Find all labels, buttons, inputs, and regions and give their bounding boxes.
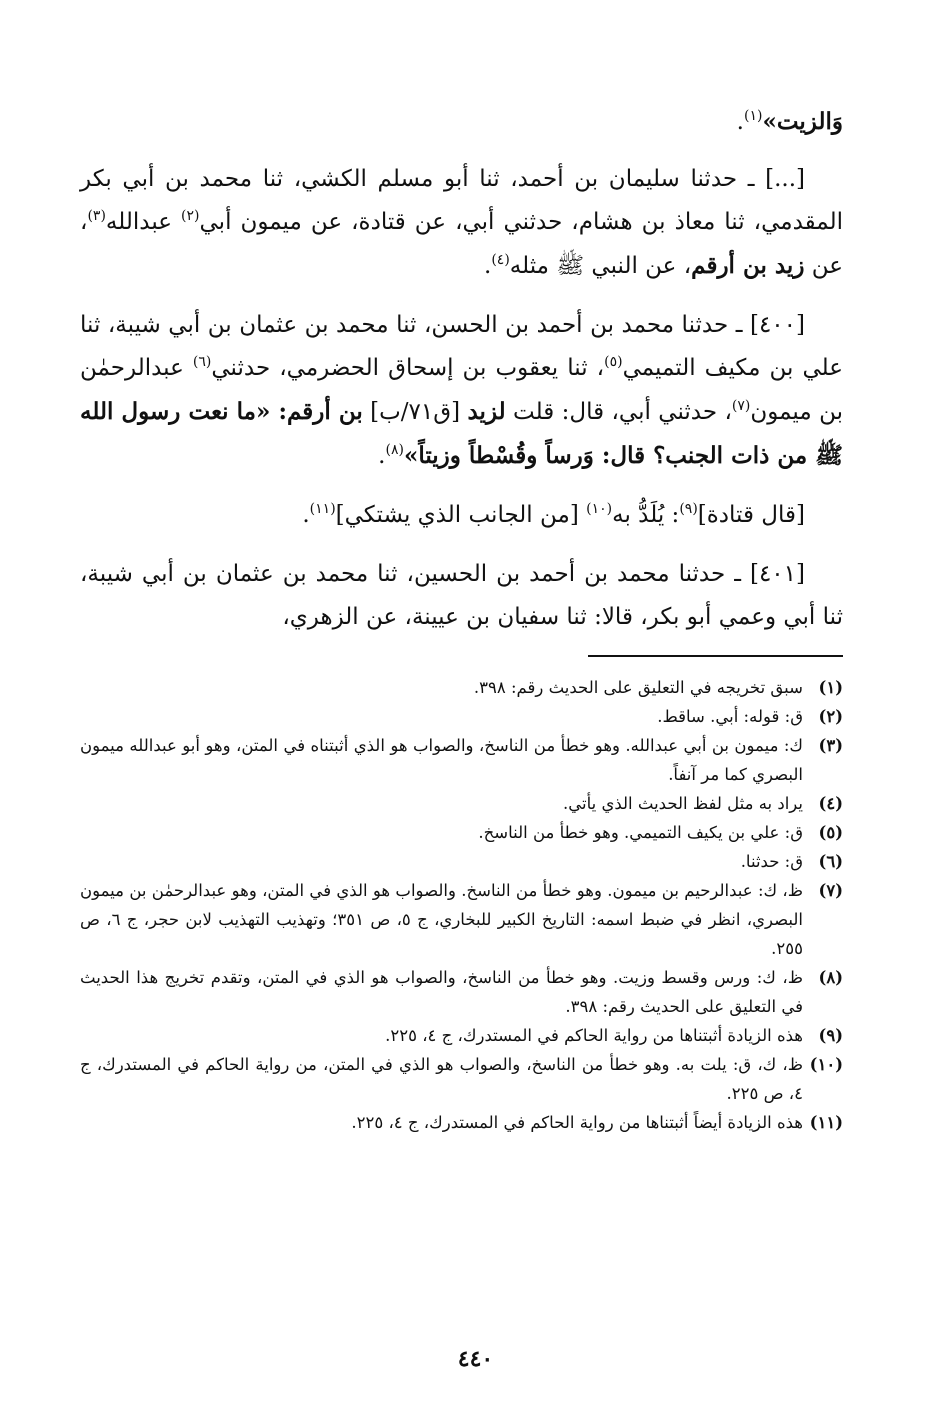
footnote-number: (٥): [818, 823, 843, 842]
footnote-ref: (٨): [385, 442, 404, 458]
page: [80, 100, 843, 1364]
narrator-name: زيد بن أرقم: [691, 252, 805, 279]
punctuation: .: [736, 109, 744, 135]
footnote-text: ظ، ك: عبدالرحيم بن ميمون. وهو خطأ من الناسخ. والصواب هو الذي في المتن، وهو عبدالرحمٰن بن ميمون البصري، انظر في ضبط اسمه: التاريخ الكبير للبخاري، ج ٥، ص ٣٥١؛ وتهذيب التهذيب لابن حجر، ج ٦، ص ٢٥٥.: [80, 881, 803, 958]
footnote-text: يراد به مثل لفظ الحديث الذي يأتي.: [563, 794, 803, 813]
punctuation: .: [302, 502, 310, 528]
footnote-number: (٩): [818, 1026, 843, 1045]
text-run: : يُلَدُّ به: [612, 502, 680, 528]
footnote-number: (٧): [818, 881, 843, 900]
text-run: [...] ـ حدثنا سليمان بن أحمد، ثنا أبو مسلم الكشي، ثنا محمد بن أبي بكر المقدمي، ثنا معاذ بن هشام، حدثني أبي، عن قتادة، عن ميمون أبي: [80, 166, 843, 235]
footnote-ref: (١٠): [586, 501, 613, 517]
hadith-paragraph-a: [80, 158, 843, 288]
footnote-text: ظ، ك: ورس وقسط وزيت. وهو خطأ من الناسخ، والصواب هو الذي في المتن، وتقدم تخريج هذا الحديث في التعليق على الحديث رقم: ٣٩٨.: [80, 968, 803, 1016]
qatada-note: [80, 494, 843, 537]
footnote-number: (٣): [818, 736, 843, 755]
footnote-text: هذه الزيادة أيضاً أثبتناها من رواية الحاكم في المستدرك، ج ٤، ٢٢٥.: [351, 1113, 803, 1132]
footnote-item: [80, 847, 843, 876]
hadith-paragraph-401: [80, 553, 843, 639]
footnote-text: ق: قوله: أبي. ساقط.: [657, 707, 803, 726]
page-number: ٤٤٠: [457, 1346, 494, 1372]
footnotes: [80, 673, 843, 1137]
footnote-divider: [588, 655, 843, 657]
text-run: ، ثنا يعقوب بن إسحاق الحضرمي، حدثني: [211, 355, 605, 381]
footnote-number: (١٠): [809, 1055, 843, 1074]
footnote-number: (٦): [818, 852, 843, 871]
narrator-name: لزيد: [467, 398, 506, 425]
footnote-text: هذه الزيادة أثبتناها من رواية الحاكم في المستدرك، ج ٤، ٢٢٥.: [385, 1026, 803, 1045]
footnote-ref: (٣): [87, 208, 106, 224]
footnote-ref: (٦): [192, 354, 212, 370]
punctuation: .: [378, 443, 386, 469]
footnote-ref: (٩): [679, 501, 698, 517]
footnote-item: [80, 702, 843, 731]
punctuation: .: [484, 253, 492, 279]
footnote-number: (١١): [809, 1113, 843, 1132]
footnote-item: [80, 963, 843, 1021]
text-run: [من الجانب الذي يشتكي]: [335, 502, 587, 528]
footnote-item: [80, 818, 843, 847]
footnote-ref: (٢): [181, 208, 200, 224]
footnote-item: [80, 673, 843, 702]
footnote-text: سبق تخريجه في التعليق على الحديث رقم: ٣٩٨.: [473, 678, 803, 697]
text-run: عبدالرحمٰن بن ميمون: [80, 355, 843, 425]
footnote-item: [80, 1050, 843, 1108]
hadith-paragraph-400: [80, 304, 843, 478]
footnote-text: ق: حدثنا.: [740, 852, 803, 871]
footnote-ref: (٥): [604, 354, 623, 370]
text-run: ، عن النبي ﷺ مثله: [509, 253, 692, 279]
text-run: [قال قتادة]: [697, 502, 805, 528]
footnote-ref: (١١): [309, 501, 336, 517]
text-run: ، حدثني أبي، قال: قلت: [505, 399, 732, 425]
footnote-ref: (١): [743, 108, 763, 124]
manuscript-ref: [ق٧١/ب]: [362, 399, 468, 425]
footnote-item: [80, 1108, 843, 1137]
footnote-text: ظ، ك، ق: يلت به. وهو خطأ من الناسخ، والصواب هو الذي في المتن، من رواية الحاكم في المستدرك، ج ٤، ص ٢٢٥.: [80, 1055, 803, 1103]
footnote-number: (٢): [818, 707, 843, 726]
footnote-number: (١): [818, 678, 843, 697]
footnote-text: ك: ميمون بن أبي عبدالله. وهو خطأ من الناسخ، والصواب هو الذي أثبتناه في المتن، وهو أبو عبدالله ميمون البصري كما مر آنفاً.: [80, 736, 803, 784]
footnote-ref: (٤): [491, 252, 510, 268]
main-text: [80, 100, 843, 639]
footnote-item: [80, 731, 843, 789]
footnote-number: (٤): [818, 794, 843, 813]
footnote-item: [80, 876, 843, 963]
footnote-text: ق: علي بن يكيف التميمي. وهو خطأ من الناسخ.: [478, 823, 803, 842]
hadith-matn: بن أرقم: «ما نعت رسول الله ﷺ من ذات الجنب؟ قال: وَرساً وقُسْطاً وزيتاً»: [80, 398, 843, 469]
continuation-line: [80, 100, 843, 144]
footnote-item: [80, 1021, 843, 1050]
text-run: عبدالله: [105, 209, 182, 235]
footnote-ref: (٧): [731, 398, 751, 414]
text-run: [٤٠٠] ـ حدثنا محمد بن أحمد بن الحسن، ثنا محمد بن عثمان بن أبي شيبة، ثنا علي بن مكيف التميمي: [80, 312, 843, 381]
continuation-text: وَالزيت»: [762, 108, 843, 135]
footnote-number: (٨): [818, 968, 843, 987]
text-run: ، عن: [80, 209, 843, 279]
text-run: [٤٠١] ـ حدثنا محمد بن أحمد بن الحسين، ثنا محمد بن عثمان بن أبي شيبة، ثنا أبي وعمي أبو بكر، قالا: ثنا سفيان بن عيينة، عن الزهري،: [80, 561, 843, 630]
footnote-item: [80, 789, 843, 818]
